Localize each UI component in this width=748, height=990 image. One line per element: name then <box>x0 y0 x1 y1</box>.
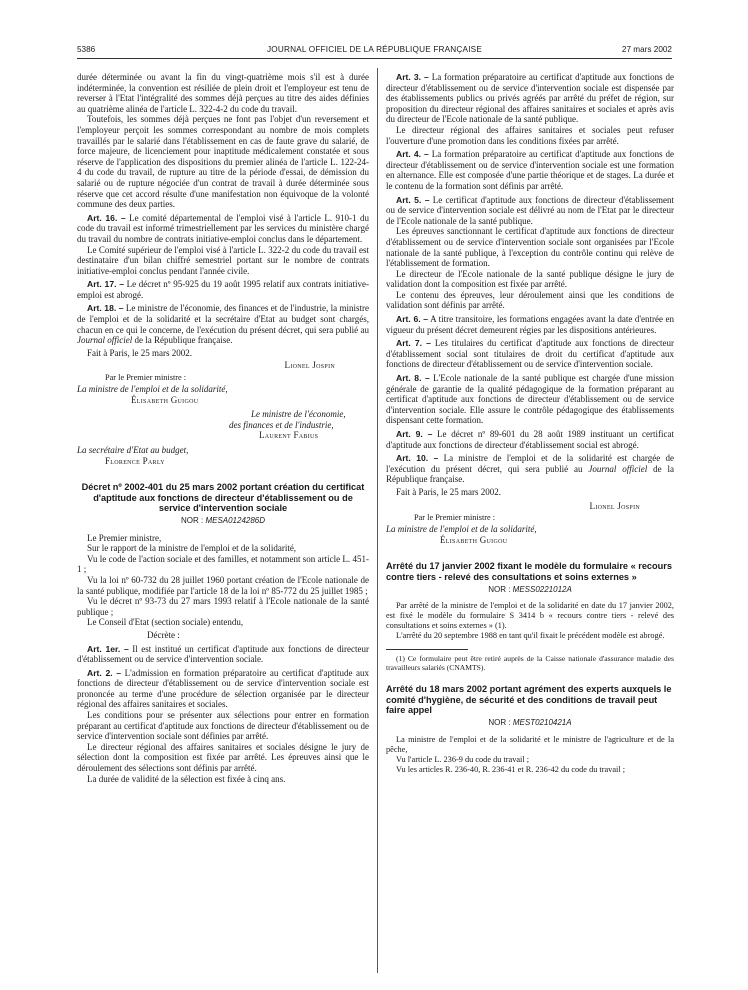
paragraph: Les épreuves sanctionnant le certificat d'aptitude aux fonctions de directeur d'établissement ou de service d'intervention sociale sont organisées par l'Ecole nationale de la santé publique, à l'exception du contrôle continu qui relève de l'établissement de formation. <box>386 226 674 269</box>
article-label: Art. 9. – <box>396 429 433 439</box>
nor-reference <box>386 585 674 596</box>
nor-reference <box>77 516 369 527</box>
visa: Vu les articles R. 236-40, R. 236-41 et R. 236-42 du code du travail ; <box>396 764 626 774</box>
premier-ministre: Le Premier ministre, <box>87 532 162 543</box>
paragraph: La ministre de l'emploi et de la solidarité et le ministre de l'agriculture et de la pêche, <box>386 734 674 754</box>
article-text: Le comité départemental de l'emploi visé à l'article L. 910-1 du code du travail est informé trimestriellement par les services du ministère chargé du travail du nombre de contrats initiative-emploi conclus dans le département. <box>77 212 369 244</box>
article-label: Art. 7. – <box>396 338 431 349</box>
article-text: de la République française. <box>132 335 233 346</box>
paragraph: Toutefois, les sommes déjà perçues ne font pas l'objet d'un reversement et l'employeur perçoit les sommes correspondant au nombre de mois complets travaillés par le salarié dans l'établissement en cas de faute grave du salarié, de force majeure, de licenciement pour inaptitude médicalement constatée et sous réserve de l'application des dispositions du premier alinéa de l'article L. 122-24-4 du code du travail, de rupture au titre de la période d'essai, de démission du salarié ou de rupture négociée d'un contrat de travail à durée déterminée sous réserve que cet accord résulte d'une manifestation non équivoque de la volonté commune des deux parties. <box>77 114 369 210</box>
nor-label: NOR : <box>488 584 511 594</box>
paragraph: durée déterminée ou avant la fin du vingt-quatrième mois s'il est à durée indéterminée, la convention est résiliée de plein droit et l'employeur est tenu de reverser à l'Etat l'intégralité des sommes déjà perçues au titre des aides définies au quatrième alinéa de l'article L. 322-4-2 du code du travail. <box>77 72 369 114</box>
journal-officiel-ref: Journal officiel <box>77 335 133 346</box>
fait-a-paris: Fait à Paris, le 25 mars 2002. <box>396 486 501 497</box>
signature-guigou: Élisabeth Guigou <box>131 394 199 405</box>
article-16 <box>77 213 369 245</box>
article-3 <box>386 72 674 125</box>
paragraph: Par arrêté de la ministre de l'emploi et de la solidarité en date du 17 janvier 2002, est fixé le modèle du formulaire S 3414 b « recours contre tiers - relevé des consultations et soins externes » (1). <box>386 601 674 631</box>
paragraph: La durée de validité de la sélection est fixée à cinq ans. <box>87 773 286 784</box>
paragraph: Le directeur régional des affaires sanitaires et sociales peut refuser l'ouverture d'une promotion dans les conditions fixées par arrêté. <box>386 124 674 146</box>
secretaire-budget: La secrétaire d'Etat au budget, <box>77 445 189 455</box>
paragraph: Les conditions pour se présenter aux sélections pour entrer en formation préparant au certificat d'aptitude aux fonctions de directeur d'établissement ou de service d'intervention sociale sont définies par arrêté. <box>77 710 369 742</box>
footnote: (1) Ce formulaire peut être retiré auprès de la Caisse nationale d'assurance maladie des travailleurs salariés (CNAMTS). <box>386 654 674 673</box>
article-7 <box>386 338 674 370</box>
article-10 <box>386 453 674 485</box>
visa: Vu l'article L. 236-9 du code du travail ; <box>396 754 530 764</box>
par-premier-ministre: Par le Premier ministre : <box>105 373 187 383</box>
visa: Vu le décret nº 93-73 du 27 mars 1993 relatif à l'Ecole nationale de la santé publique ; <box>77 596 369 617</box>
column-separator <box>377 68 378 973</box>
decrete: Décrète : <box>147 629 180 640</box>
ministre-economie: Le ministre de l'économie, <box>251 409 346 420</box>
article-label: Art. 6. – <box>396 314 429 325</box>
article-label: Art. 16. – <box>87 212 126 223</box>
article-label: Art. 17. – <box>87 279 125 290</box>
signature-parly: Florence Parly <box>105 455 165 466</box>
visa: Le Conseil d'Etat (section sociale) entendu, <box>87 617 244 628</box>
nor-label: NOR : <box>180 515 204 525</box>
article-4 <box>386 149 674 191</box>
fait-a-paris: Fait à Paris, le 25 mars 2002. <box>87 347 192 358</box>
article-text: La ministre de l'emploi et de la solidarité est chargée de l'exécution du présent décret, qui sera publié au <box>386 453 674 474</box>
article-label: Art. 1er. – <box>87 643 129 654</box>
paragraph: Le contenu des épreuves, leur déroulement ainsi que les conditions de validation sont définis par arrêté. <box>386 289 674 311</box>
article-label: Art. 8. – <box>396 373 430 384</box>
par-premier-ministre: Par le Premier ministre : <box>414 513 496 523</box>
article-text: A titre transitoire, les formations engagées avant la date d'entrée en vigueur du présent décret demeurent régies par les dispositions antérieures. <box>386 314 675 335</box>
article-label: Art. 3. – <box>396 72 429 82</box>
page-number: 5386 <box>77 45 96 54</box>
article-text: Le décret nº 95-925 du 19 août 1995 relatif aux contrats initiative-emploi est abrogé. <box>77 279 369 300</box>
article-9 <box>386 429 674 450</box>
left-column <box>77 72 369 784</box>
header-rule <box>77 58 672 59</box>
ministre-emploi: La ministre de l'emploi et de la solidarité, <box>77 384 228 395</box>
nor-reference <box>386 718 674 729</box>
paragraph: Le directeur régional des affaires sanitaires et sociales désigne le jury de sélection dont la composition est fixée par arrêté. Les épreuves ainsi que le déroulement des sélections sont définis par arrêté. <box>77 741 369 774</box>
article-8 <box>386 373 674 426</box>
article-5 <box>386 195 674 227</box>
journal-title: JOURNAL OFFICIEL DE LA RÉPUBLIQUE FRANÇAISE <box>266 45 482 54</box>
nor-label: NOR : <box>488 717 511 727</box>
ministre-finances: des finances et de l'industrie, <box>229 419 334 430</box>
article-text: L'admission en formation préparatoire au certificat d'aptitude aux fonctions de directeur d'établissement ou de service d'intervention sociale est prononcée au terme d'une procédure de sélection organisée par le directeur régional des affaires sanitaires et sociales. <box>77 667 369 710</box>
paragraph: Le Comité supérieur de l'emploi visé à l'article L. 322-2 du code du travail est destinataire d'un bilan chiffré semestriel portant sur le nombre de contrats initiative-emploi conclus pendant l'année civile. <box>77 244 369 276</box>
visa: Vu la loi nº 60-732 du 28 juillet 1960 portant création de l'Ecole nationale de la santé publique, modifiée par l'article 18 de la loi nº 85-772 du 25 juillet 1985 ; <box>77 574 369 596</box>
article-text: Les titulaires du certificat d'aptitude aux fonctions de directeur d'établissement social sont titulaires de droit du certificat d'aptitude aux fonctions de directeur d'établissement ou de service d'intervention sociale. <box>386 338 674 370</box>
signature-jospin: Lionel Jospin <box>589 500 640 511</box>
paragraph: L'arrêté du 20 septembre 1988 en tant qu'il fixait le précédent modèle est abrogé. <box>396 631 665 641</box>
article-text: de la République française. <box>386 463 674 485</box>
ministre-emploi: La ministre de l'emploi et de la solidarité, <box>386 524 537 535</box>
article-text: L'Ecole nationale de la santé publique est chargée d'une mission générale de garantie de la qualité pédagogique de la formation préparant au certificat d'aptitude aux fonctions de directeur d'établissement ou de service d'intervention sociale. Elle assure le contrôle pédagogique des établissements dispensant cette formation. <box>386 373 674 426</box>
article-label: Art. 4. – <box>396 149 429 160</box>
article-2 <box>77 668 369 710</box>
article-18 <box>77 303 369 345</box>
journal-officiel-ref: Journal officiel <box>588 463 648 474</box>
footnote-rule <box>386 649 468 650</box>
article-6 <box>386 314 674 335</box>
paragraph: Le directeur de l'Ecole nationale de la santé publique désigne le jury de validation dont la composition est fixée par arrêté. <box>386 268 674 290</box>
article-label: Art. 18. – <box>87 303 124 314</box>
page-header <box>77 42 672 58</box>
article-text: Il est institué un certificat d'aptitude aux fonctions de directeur d'établissement ou de service d'intervention sociale. <box>77 643 369 665</box>
article-text: La formation préparatoire au certificat d'aptitude aux fonctions de directeur d'établissement ou de service d'intervention sociale est dispensée par des établissements publics ou privés agréés par arrêté du préfet de région, sur proposition du directeur régional des affaires sanitaires et sociales et après avis du directeur de l'Ecole nationale de la santé publique. <box>386 72 674 125</box>
article-17 <box>77 279 369 300</box>
arrete-experts-title: Arrêté du 18 mars 2002 portant agrément des experts auxquels le comité d'hygiène, de sécurité et des conditions de travail peut faire appel <box>386 684 672 716</box>
signature-jospin: Lionel Jospin <box>284 360 335 371</box>
article-1 <box>77 644 369 665</box>
nor-code: MESA0124286D <box>205 515 266 525</box>
visa: Vu le code de l'action sociale et des familles, et notamment son article L. 451-1 ; <box>77 553 369 575</box>
article-text: Le décret nº 89-601 du 28 août 1989 instituant un certificat d'aptitude aux fonctions de directeur d'établissement social est abrogé. <box>386 429 674 450</box>
decret-title: Décret nº 2002-401 du 25 mars 2002 portant création du certificat d'aptitude aux fonctions de directeur d'établissement ou de service d'intervention sociale <box>81 482 365 514</box>
article-label: Art. 10. – <box>396 453 439 464</box>
right-column <box>386 72 674 775</box>
signature-guigou: Élisabeth Guigou <box>440 534 508 545</box>
issue-date: 27 mars 2002 <box>621 45 672 54</box>
visa: Sur le rapport de la ministre de l'emploi et de la solidarité, <box>87 543 297 554</box>
nor-code: MEST0210421A <box>512 717 572 727</box>
article-label: Art. 2. – <box>87 667 122 678</box>
article-text: Le certificat d'aptitude aux fonctions de directeur d'établissement ou de service d'intervention sociale est délivré au nom de l'Etat par le directeur de l'Ecole nationale de la santé publique. <box>386 194 674 226</box>
article-text: Le ministre de l'économie, des finances et de l'industrie, la ministre de l'emploi et de la solidarité et la secrétaire d'Etat au budget sont chargés, chacun en ce qui le concerne, de l'exécution du présent décret, qui sera publié au <box>77 303 369 335</box>
arrete-formulaire-title: Arrêté du 17 janvier 2002 fixant le modèle du formulaire « recours contre tiers - relevé des consultations et soins externes » <box>386 561 672 582</box>
signature-fabius: Laurent Fabius <box>259 430 319 441</box>
nor-code: MESS0221012A <box>512 584 572 594</box>
article-label: Art. 5. – <box>396 194 430 205</box>
article-text: La formation préparatoire au certificat d'aptitude aux fonctions de directeur d'établissement ou de service d'intervention sociale est une formation en alternance. Elle est composée d'une partie théorique et de stages. La durée et le contenu de la formation sont définis par arrêté. <box>386 149 674 191</box>
